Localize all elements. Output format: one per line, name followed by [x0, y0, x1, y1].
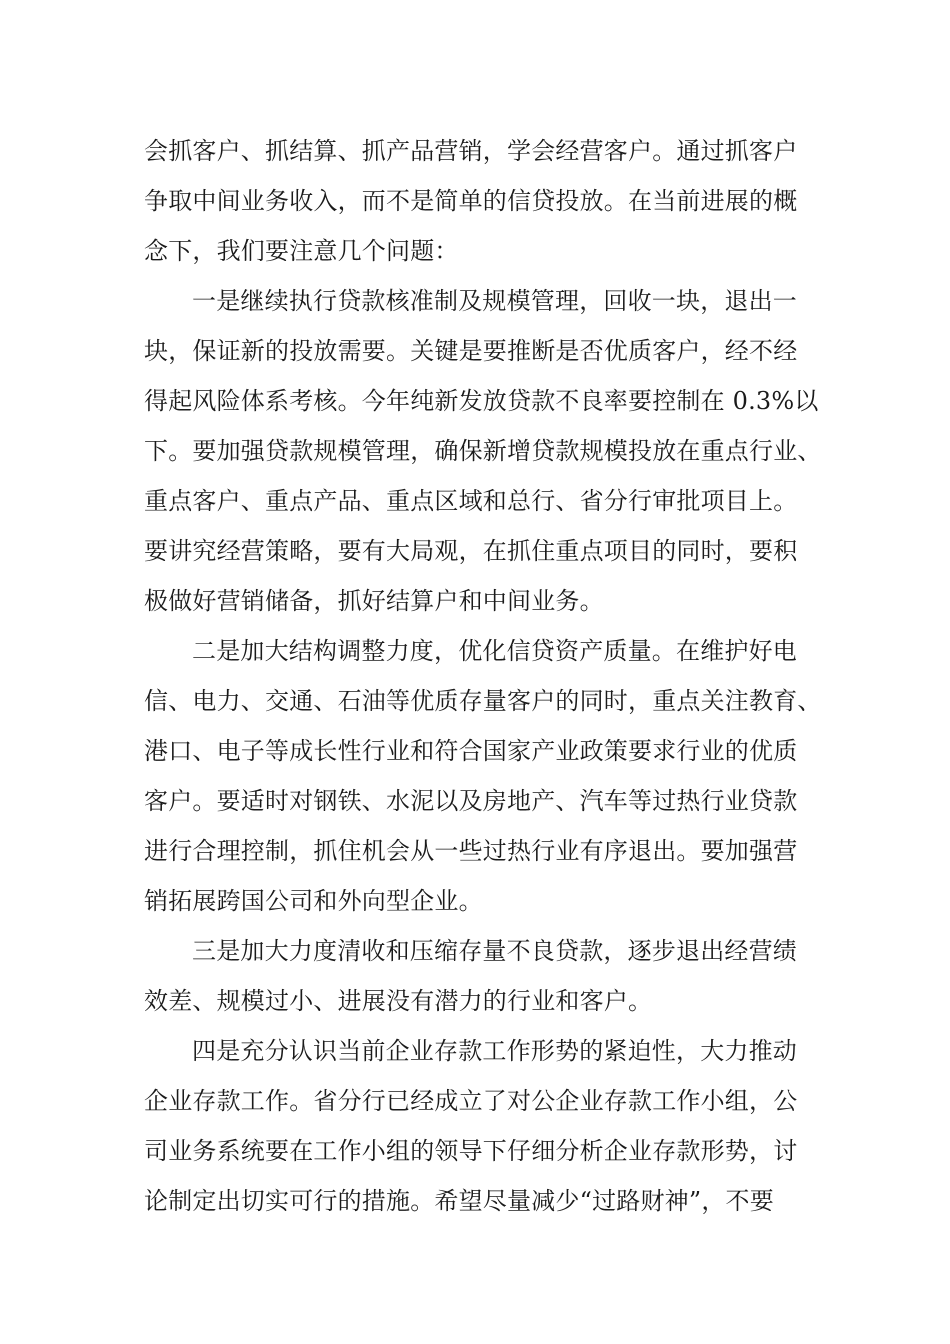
text-line: 下。要加强贷款规模管理，确保新增贷款规模投放在重点行业、 — [144, 437, 822, 465]
text-line: 论制定出切实可行的措施。希望尽量减少“过路财神”，不要 — [144, 1187, 774, 1215]
document-page — [144, 126, 824, 1226]
text-line: 念下，我们要注意几个问题： — [144, 237, 459, 265]
paragraph-point-one — [144, 276, 824, 626]
text-line: 会抓客户、抓结算、抓产品营销，学会经营客户。通过抓客户 — [144, 137, 798, 165]
text-line: 销拓展跨国公司和外向型企业。 — [144, 887, 483, 915]
paragraph-intro — [144, 126, 824, 276]
text-line: 进行合理控制，抓住机会从一些过热行业有序退出。要加强营 — [144, 837, 798, 865]
text-line: 二是加大结构调整力度，优化信贷资产质量。在维护好电 — [192, 637, 797, 665]
paragraph-point-two — [144, 626, 824, 926]
text-line: 效差、规模过小、进展没有潜力的行业和客户。 — [144, 987, 653, 1015]
text-line: 信、电力、交通、石油等优质存量客户的同时，重点关注教育、 — [144, 687, 822, 715]
text-line: 客户。要适时对钢铁、水泥以及房地产、汽车等过热行业贷款 — [144, 787, 798, 815]
text-line: 三是加大力度清收和压缩存量不良贷款，逐步退出经营绩 — [192, 937, 797, 965]
text-line: 司业务系统要在工作小组的领导下仔细分析企业存款形势，讨 — [144, 1137, 798, 1165]
text-line: 块，保证新的投放需要。关键是要推断是否优质客户，经不经 — [144, 337, 798, 365]
text-line: 港口、电子等成长性行业和符合国家产业政策要求行业的优质 — [144, 737, 798, 765]
paragraph-point-four — [144, 1026, 824, 1226]
text-line: 极做好营销储备，抓好结算户和中间业务。 — [144, 587, 604, 615]
paragraph-point-three — [144, 926, 824, 1026]
text-line: 一是继续执行贷款核准制及规模管理，回收一块，退出一 — [192, 287, 797, 315]
text-line: 企业存款工作。省分行已经成立了对公企业存款工作小组，公 — [144, 1087, 798, 1115]
text-line: 争取中间业务收入，而不是简单的信贷投放。在当前进展的概 — [144, 187, 798, 215]
text-line: 重点客户、重点产品、重点区域和总行、省分行审批项目上。 — [144, 487, 798, 515]
text-line: 四是充分认识当前企业存款工作形势的紧迫性，大力推动 — [192, 1037, 797, 1065]
text-line: 得起风险体系考核。今年纯新发放贷款不良率要控制在 0.3%以 — [144, 387, 819, 415]
text-line: 要讲究经营策略，要有大局观，在抓住重点项目的同时，要积 — [144, 537, 798, 565]
